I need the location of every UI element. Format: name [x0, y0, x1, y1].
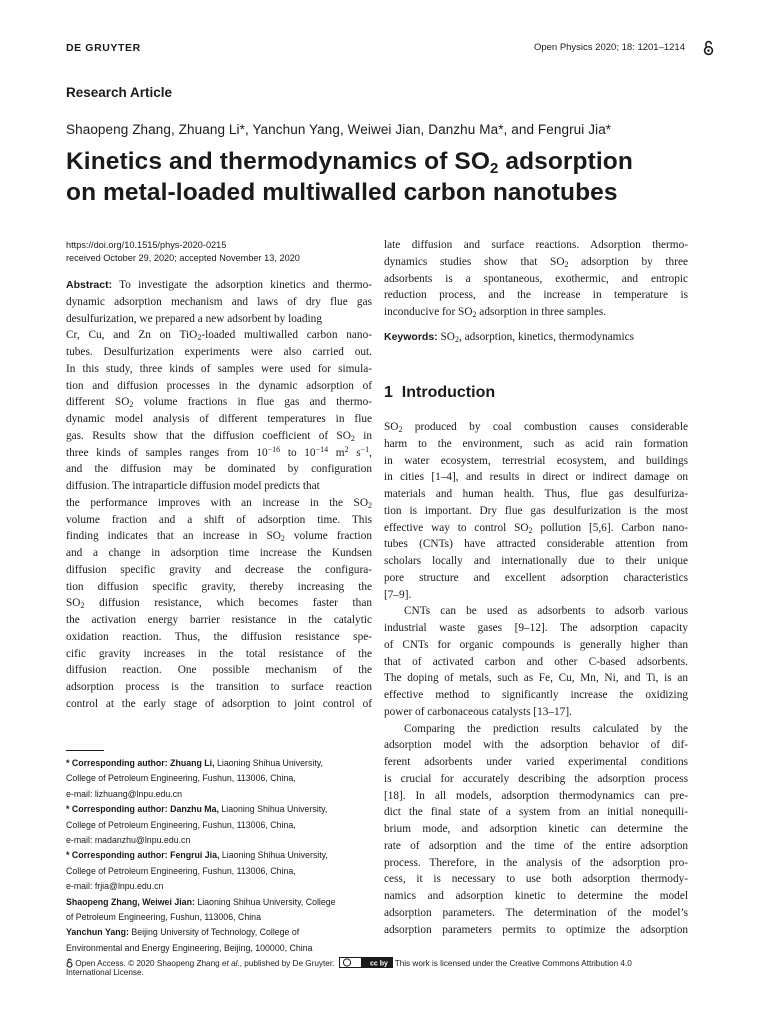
title-line-2: on metal-loaded multiwalled carbon nanotubes	[66, 179, 618, 206]
body-line: ferent adsorbents under varied experimental conditions	[384, 756, 688, 768]
publisher-name: DE GRUYTER	[66, 42, 141, 54]
body-line: dict the final state of a system from an initial nonequili-	[384, 806, 688, 819]
footnote-line: Yanchun Yang: Beijing University of Technology, College of	[66, 927, 300, 938]
body-line: adsorption parameters permits to optimize the adsorption	[384, 923, 688, 936]
cc-by-license-badge[interactable]	[339, 957, 393, 968]
keywords: Keywords: $SO_2$, adsorption, kinetics, thermodynamics	[384, 330, 635, 344]
abstract-column	[66, 277, 372, 713]
footnote-line: College of Petroleum Engineering, Fushun, 113006, China,	[66, 819, 296, 830]
abstract-label: Abstract:	[66, 279, 113, 291]
body-line: brium mode, and adsorption kinetic can determine the	[384, 823, 688, 835]
abstract-line: tion and diffusion processes in the dynamic adsorption of	[66, 379, 372, 392]
body-line: rate of adsorption and the time of the entire adsorption	[384, 839, 688, 852]
body-line: of CNTs for organic compounds is generally higher than	[384, 638, 688, 651]
body-line: [7–9].	[384, 588, 412, 601]
author-list: Shaopeng Zhang, Zhuang Li*, Yanchun Yang, Weiwei Jian, Danzhu Ma*, and Fengrui Jia*	[66, 122, 612, 137]
abstract-line: dynamic model analysis of different temperatures in flue	[66, 413, 372, 425]
abstract-line: In this study, three kinds of samples were used for simula-	[66, 362, 372, 375]
footnote-line: * Corresponding author: Danzhu Ma, Liaoning Shihua University,	[66, 804, 328, 815]
received-accepted-dates: received October 29, 2020; accepted November 13, 2020	[66, 253, 300, 263]
abstract-line: and the diffusion may be dominated by configuration	[66, 463, 372, 476]
body-line: in water ecosystem, terrestrial ecosystem, and buildings	[384, 454, 688, 467]
keywords-label: Keywords:	[384, 330, 438, 343]
body-line: effective way to control $SO_2$ pollution [5,6]. Carbon nano-	[384, 521, 688, 535]
body-line: process. Therefore, in the analysis of the adsorption pro-	[384, 856, 688, 869]
abstract-line: inconducive for $SO_2$ adsorption in three samples.	[384, 306, 607, 319]
title-line-1: Kinetics and thermodynamics of $SO_2$ adsorption	[66, 148, 633, 177]
abstract-line: dynamics studies show that $SO_2$ adsorption by three	[384, 255, 688, 269]
abstract-line: volume fraction and a shift of adsorption time. This	[66, 513, 372, 526]
journal-citation: Open Physics 2020; 18: 1201–1214	[533, 42, 685, 53]
body-line: industrial waste gases [9–12]. The adsorption capacity	[384, 622, 688, 634]
abstract-line: late diffusion and surface reactions. Adsorption thermo-	[384, 239, 688, 251]
footnote-line: e-mail: madanzhu@lnpu.edu.cn	[66, 835, 191, 846]
abstract-line: reduction process, and the increase in temperature is	[384, 289, 688, 302]
footnote-line: * Corresponding author: Fengrui Jia, Liaoning Shihua University,	[66, 850, 328, 861]
article-title	[66, 146, 633, 208]
abstract-line: finding indicates that an increase in $SO_2$ volume fraction	[66, 530, 372, 544]
abstract-line: gas. Results show that the diffusion coefficient of $SO_2$ in	[66, 429, 372, 443]
abstract-line: dynamic adsorption mechanism and laws of dry flue gas	[66, 295, 372, 308]
section-heading-introduction: 1 Introduction	[384, 384, 496, 401]
abstract-line: $SO_2$ diffusion resistance, which becomes faster than	[66, 597, 372, 611]
body-line: adsorption model with the adsorption behavior of dif-	[384, 739, 688, 752]
abstract-line: desulfurization, we prepared a new adsorbent by loading	[66, 312, 322, 325]
license-line: Open Access. © 2020 Shaopeng Zhang et al., published by De Gruyter. cc by This work is licensed under the Creative Commons Attribution 4.0	[66, 957, 632, 968]
abstract-line: the activation energy barrier resistance in the catalytic	[66, 614, 372, 626]
footnote-line: e-mail: lizhuang@lnpu.edu.cn	[66, 788, 183, 799]
abstract-line: cific gravity increases in the total resistance of the	[66, 647, 372, 660]
abstract-line: diffusion reaction. One possible mechanism of the	[66, 664, 372, 677]
footnote-rule	[66, 750, 104, 751]
abstract-line: oxidation reaction. Thus, the diffusion resistance spe-	[66, 630, 372, 643]
cc-badge-label: cc by	[369, 960, 388, 968]
footnote-line: College of Petroleum Engineering, Fushun, 113006, China,	[66, 773, 296, 784]
abstract-line: tubes. Desulfurization experiments were also carried out.	[66, 346, 372, 358]
author-affiliations	[66, 756, 372, 956]
abstract-line: adsorbents is a spontaneous, exothermic, and entropic	[384, 272, 688, 285]
abstract-line: Cr, Cu, and Zn on TiO$_2$-loaded multiwalled carbon nano-	[66, 329, 372, 343]
abstract-line: control at the early stage of adsorption to joint control of	[66, 697, 372, 710]
footnote-line: Environmental and Energy Engineering, Beijing, 100000, China	[66, 942, 313, 953]
body-line: effective method to significantly increase the oxidizing	[384, 689, 688, 701]
body-line: materials and human health. Thus, flue gas desulfuriza-	[384, 488, 688, 500]
abstract-line: Abstract: To investigate the adsorption kinetics and thermo-	[66, 279, 372, 291]
abstract-line: tion diffusion specific gravity, thereby increasing the	[66, 580, 372, 593]
body-line: cess, it is necessary to use both adsorption thermody-	[384, 873, 688, 886]
abstract-line: the performance improves with an increase in the $SO_2$	[66, 496, 372, 510]
abstract-line: diffusion. The intraparticle diffusion model predicts that	[66, 480, 320, 492]
body-line: power of carbonaceous catalysts [13–17].	[384, 705, 572, 718]
body-line: Comparing the prediction results calculated by the	[404, 722, 688, 735]
right-column	[384, 237, 688, 346]
footnote-line: of Petroleum Engineering, Fushun, 113006, China	[66, 912, 261, 923]
footnote-line: * Corresponding author: Zhuang Li, Liaoning Shihua University,	[66, 758, 323, 768]
abstract-line: diffusion specific gravity and decrease the configura-	[66, 563, 372, 576]
abstract-continuation	[384, 237, 688, 321]
open-access-icon	[703, 40, 714, 56]
body-line: adsorption parameters. The determination of the model’s	[384, 906, 688, 919]
body-line: harm to the environment, such as acid rain formation	[384, 437, 688, 450]
footnote-line: e-mail: frjia@lnpu.edu.cn	[66, 881, 164, 892]
abstract-line: different $SO_2$ volume fractions in flue gas and thermo-	[66, 396, 372, 410]
abstract-line: adsorption process is the transition to surface reaction	[66, 681, 372, 693]
introduction-body	[384, 419, 688, 938]
body-line: CNTs can be used as adsorbents to adsorb various	[404, 605, 688, 618]
body-line: namics and adsorption kinetic to determine the model	[384, 890, 688, 902]
body-line: pore structure and excellent adsorption characteristics	[384, 571, 688, 584]
body-line: scholars locally and internationally due to their unique	[384, 555, 688, 567]
abstract-line: three kinds of samples ranges from $10^{-16}$ to $10^{-14}$ $m^2$ $s^{-1}$,	[66, 444, 372, 459]
body-line: that of activated carbon and other C-based adsorbents.	[384, 655, 688, 668]
open-access-small-icon	[66, 958, 73, 968]
body-line: $SO_2$ produced by coal combustion causes considerable	[384, 421, 688, 434]
article-type: Research Article	[66, 85, 173, 100]
body-line: tion is important. Dry flue gas desulfurization is the most	[384, 504, 688, 517]
abstract-line: and a change in adsorption time increase the Kundsen	[66, 547, 372, 559]
body-line: [18]. In all models, adsorption thermodynamics can pre-	[384, 789, 688, 802]
footnote-line: College of Petroleum Engineering, Fushun, 113006, China,	[66, 865, 296, 876]
footnote-line: Shaopeng Zhang, Weiwei Jian: Liaoning Shihua University, College	[66, 896, 336, 907]
body-line: The doping of metals, such as Fe, Cu, Mn, Ni, and Ti, is an	[384, 672, 688, 685]
body-line: in cities [1–4], and results in direct or indirect damage on	[384, 471, 688, 484]
body-line: tubes (CNTs) have attracted considerable attention from	[384, 538, 688, 551]
doi-link[interactable]: https://doi.org/10.1515/phys-2020-0215	[66, 240, 227, 250]
license-line-2: International License.	[66, 968, 144, 977]
body-line: is crucial for accurately describing the adsorption process	[384, 772, 688, 785]
